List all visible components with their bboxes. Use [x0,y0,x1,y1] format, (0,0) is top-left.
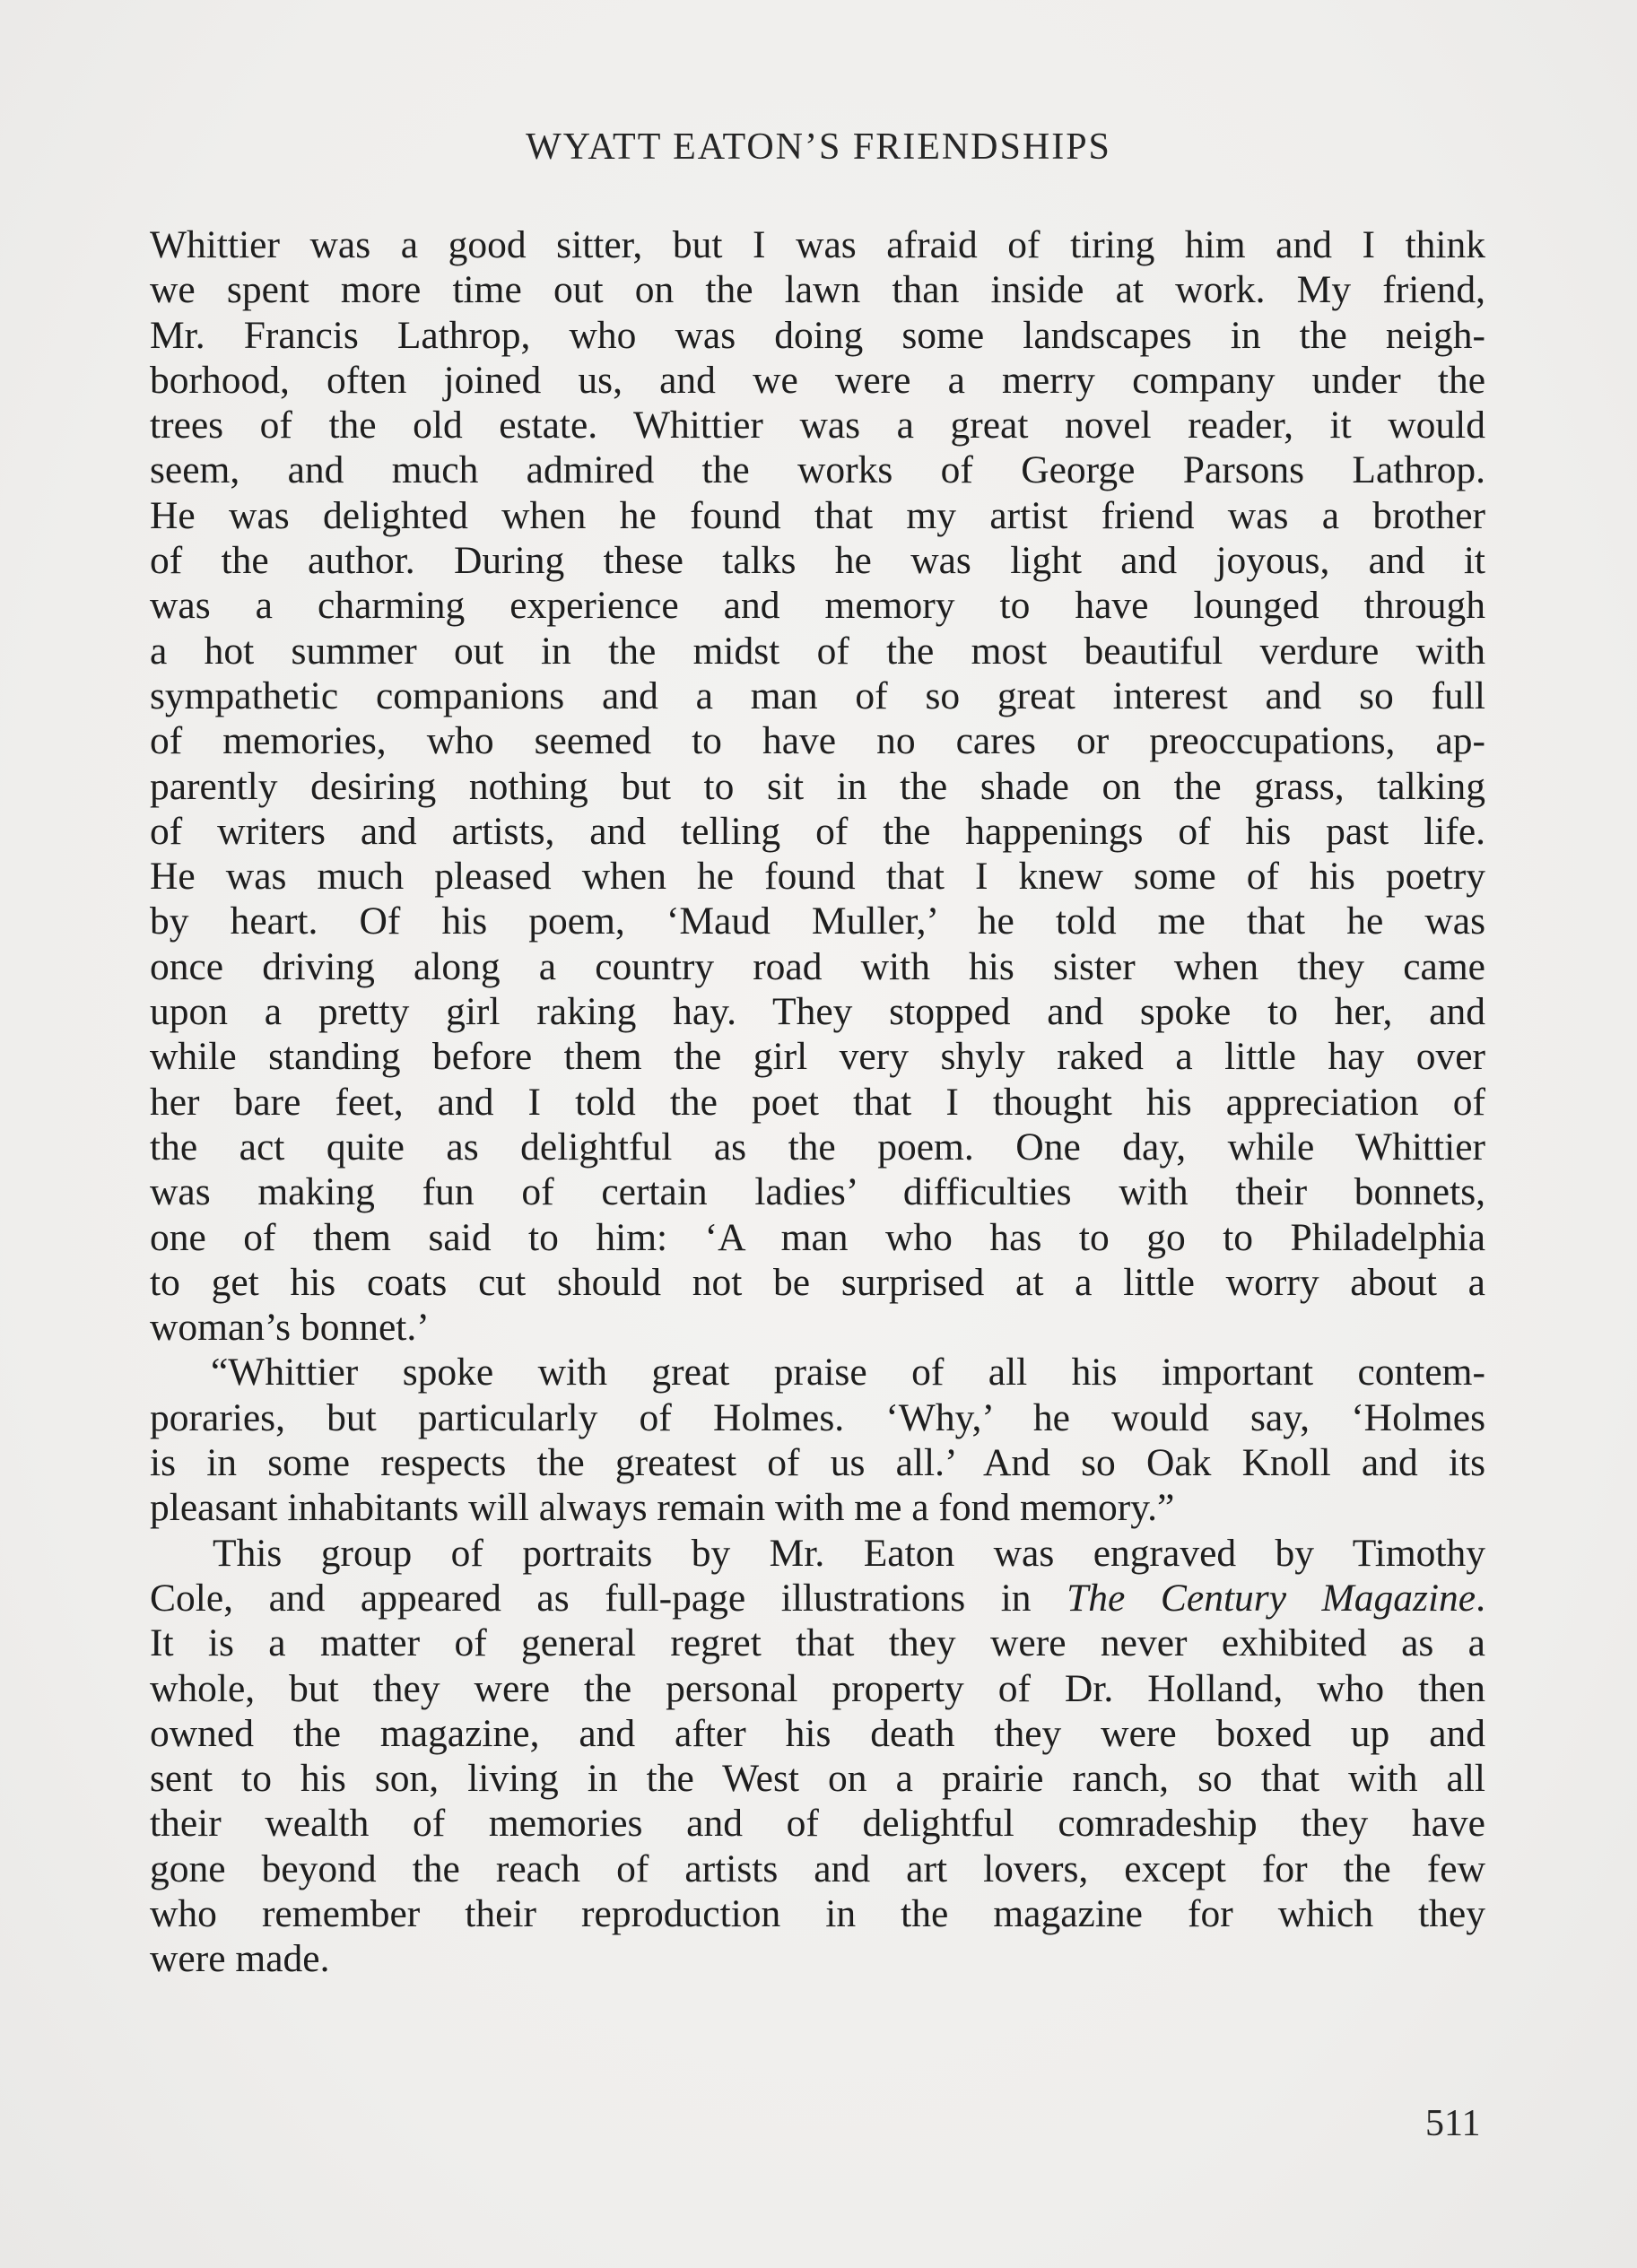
text-line: of the author. During these talks he was light and joyous, and it [150,539,1485,583]
text-line: He was much pleased when he found that I knew some of his poetry [150,855,1485,899]
text-line: was a charming experience and memory to have lounged through [150,584,1485,628]
text-line: gone beyond the reach of artists and art lovers, except for the few [150,1847,1485,1890]
text-line: borhood, often joined us, and we were a merry company under the [150,358,1485,402]
body-text [150,222,1485,1982]
text-line: by heart. Of his poem, ‘Maud Muller,’ he told me that he was [150,899,1485,943]
text-line: woman’s bonnet.’ [150,1306,430,1350]
text-line: the act quite as delightful as the poem. One day, while Whittier [150,1125,1485,1169]
text-line: poraries, but particularly of Holmes. ‘Why,’ he would say, ‘Holmes [150,1395,1485,1439]
text-line: upon a pretty girl raking hay. They stopped and spoke to her, and [150,990,1485,1034]
text-line: Mr. Francis Lathrop, who was doing some landscapes in the neigh- [150,313,1485,357]
page-number: 511 [1425,2103,1481,2144]
text-line: He was delighted when he found that my artist friend was a brother [150,493,1485,537]
text-line: their wealth of memories and of delightful comradeship they have [150,1802,1485,1846]
text-line: sympathetic companions and a man of so great interest and so full [150,673,1485,717]
text-line: a hot summer out in the midst of the most beautiful verdure with [150,629,1485,673]
text-line: were made. [150,1937,330,1981]
text-line: “Whittier spoke with great praise of all his important contem- [211,1351,1485,1395]
text-line: her bare feet, and I told the poet that I thought his appreciation of [150,1080,1485,1124]
text-line: sent to his son, living in the West on a prairie ranch, so that with all [150,1757,1485,1801]
text-line: is in some respects the greatest of us all.’ And so Oak Knoll and its [150,1441,1485,1485]
running-head: WYATT EATON’S FRIENDSHIPS [526,126,1111,168]
magazine-title: The Century Magazine [1067,1576,1476,1620]
text-line: This group of portraits by Mr. Eaton was engraved by Timothy [213,1531,1485,1575]
text-line: trees of the old estate. Whittier was a great novel reader, it would [150,404,1485,448]
text-line: It is a matter of general regret that they were never exhibited as a [150,1621,1485,1665]
text-line-post: . [1476,1576,1485,1620]
text-line: was making fun of certain ladies’ difficulties with their bonnets, [150,1170,1485,1214]
text-line: parently desiring nothing but to sit in the shade on the grass, talking [150,764,1485,808]
text-line: to get his coats cut should not be surprised at a little worry about a [150,1260,1485,1304]
text-line [150,1576,1485,1621]
text-line: seem, and much admired the works of George Parsons Lathrop. [150,448,1485,492]
text-line: while standing before them the girl very shyly raked a little hay over [150,1035,1485,1079]
text-line: of memories, who seemed to have no cares or preoccupations, ap- [150,719,1485,763]
text-line: Whittier was a good sitter, but I was afraid of tiring him and I think [150,223,1485,266]
text-line: owned the magazine, and after his death they were boxed up and [150,1711,1485,1755]
text-line-pre: Cole, and appeared as full-page illustrations in [150,1576,1067,1620]
text-line: one of them said to him: ‘A man who has to go to Philadelphia [150,1215,1485,1259]
text-line: we spent more time out on the lawn than inside at work. My friend, [150,268,1485,312]
text-line: of writers and artists, and telling of the happenings of his past life. [150,809,1485,853]
text-line: once driving along a country road with his sister when they came [150,944,1485,988]
text-line: who remember their reproduction in the magazine for which they [150,1891,1485,1935]
text-line: pleasant inhabitants will always remain with me a fond memory.” [150,1486,1175,1530]
text-line: whole, but they were the personal property of Dr. Holland, who then [150,1666,1485,1710]
